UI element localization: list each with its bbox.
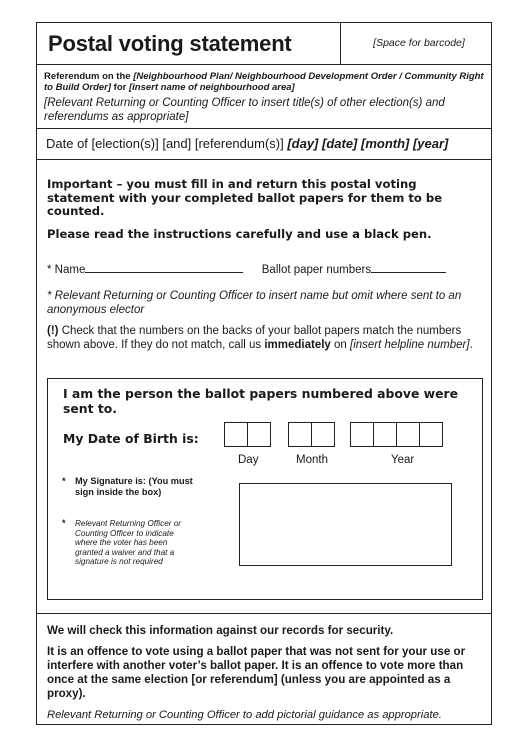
footer-rule: [37, 613, 491, 614]
check-numbers-note: (!) Check that the numbers on the backs of your ballot papers match the numbers shown above. If they do not match, call us immediately on [insert helpline number].: [47, 325, 473, 351]
dob-year-digit-4[interactable]: [419, 422, 443, 447]
dob-year-digit-3[interactable]: [396, 422, 420, 447]
records-check-notice: We will check this information against our records for security.: [47, 624, 394, 637]
postal-voting-statement-form: [36, 22, 492, 725]
month-label: Month: [296, 454, 328, 466]
dob-month-digit-2[interactable]: [311, 422, 335, 447]
election-date-line: Date of [election(s)] [and] [referendum(s)] [day] [date] [month] [year]: [46, 136, 449, 151]
name-label: * Name: [47, 264, 86, 276]
pictorial-guidance-note: Relevant Returning or Counting Officer to add pictorial guidance as appropriate.: [47, 709, 442, 721]
offence-notice: It is an offence to vote using a ballot paper that was not sent for your use or interfere with another voter’s ballot paper. It is an offence to vote more than once at the same election [or referendum] (unless you are appointed as a proxy).: [47, 645, 466, 700]
read-instructions: Please read the instructions carefully and use a black pen.: [47, 227, 432, 241]
dob-month-digit-1[interactable]: [288, 422, 312, 447]
header-rule: [37, 64, 491, 65]
dob-year-digit-2[interactable]: [373, 422, 397, 447]
barcode-placeholder: [Space for barcode]: [373, 37, 465, 49]
ballot-numbers-label: Ballot paper numbers: [261, 264, 372, 276]
day-label: Day: [238, 454, 259, 466]
year-label: Year: [391, 454, 415, 466]
name-ballot-row: [47, 262, 446, 276]
waiver-note: * Relevant Returning Officer or Counting Officer to indicate where the voter has been granted a waiver and that a signature is not required: [62, 518, 182, 567]
signature-label: * My Signature is: (You must sign inside the box): [62, 476, 193, 497]
page-title: Postal voting statement: [48, 31, 292, 56]
officer-instruction: [Relevant Returning or Counting Officer to insert title(s) of other election(s) and referendums as appropriate]: [44, 97, 445, 123]
important-notice: Important – you must fill in and return this postal voting statement with your completed ballot papers for them to be counted.: [47, 177, 443, 218]
date-rule: [37, 159, 491, 160]
anonymous-elector-note: * Relevant Returning or Counting Officer to insert name but omit where sent to an anonymous elector: [47, 290, 462, 316]
dob-year-digit-1[interactable]: [350, 422, 374, 447]
referendum-title: Referendum on the [Neighbourhood Plan/ Neighbourhood Development Order / Community Right to Build Order] for [insert name of neighbourhood area]: [44, 71, 484, 93]
declaration-box: [47, 378, 483, 600]
name-field[interactable]: [85, 262, 243, 273]
signature-box[interactable]: [239, 483, 452, 566]
declaration-statement: I am the person the ballot papers numbered above were sent to.: [63, 386, 459, 416]
ballot-numbers-field[interactable]: [371, 262, 446, 273]
header-divider: [340, 23, 341, 64]
dob-label: My Date of Birth is:: [63, 431, 199, 446]
referendum-rule: [37, 128, 491, 129]
dob-day-digit-2[interactable]: [247, 422, 271, 447]
dob-day-digit-1[interactable]: [224, 422, 248, 447]
